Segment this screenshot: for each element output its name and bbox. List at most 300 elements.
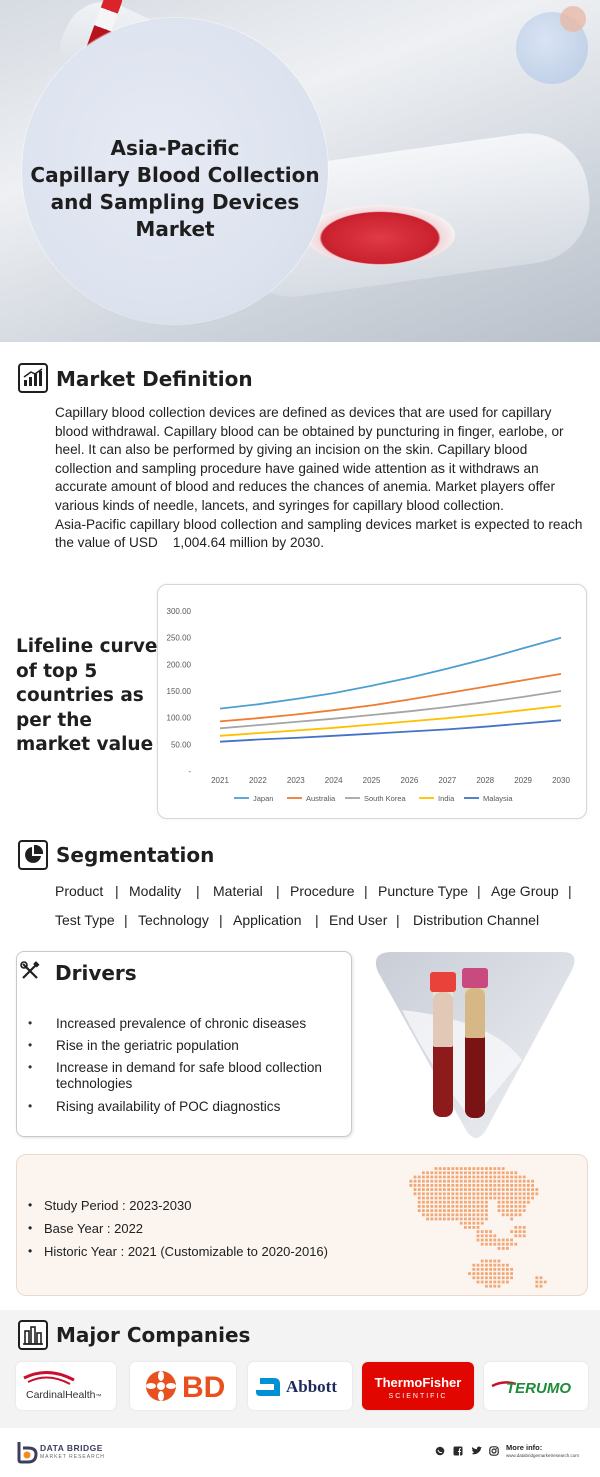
- map-dot: [502, 1239, 505, 1242]
- map-dot: [430, 1192, 433, 1195]
- map-dot: [502, 1272, 505, 1275]
- x-tick-label: 2027: [438, 776, 457, 785]
- map-dot: [430, 1184, 433, 1187]
- pie-chart-icon: [18, 840, 48, 870]
- map-dot: [489, 1188, 492, 1191]
- map-dot: [418, 1192, 421, 1195]
- abbott-logo: [248, 1362, 352, 1410]
- map-dot: [435, 1205, 438, 1208]
- map-dot: [502, 1247, 505, 1250]
- map-dot: [456, 1176, 459, 1179]
- map-dot: [435, 1213, 438, 1216]
- map-dot: [531, 1192, 534, 1195]
- map-dot: [519, 1205, 522, 1208]
- map-dot: [510, 1209, 513, 1212]
- map-dot: [468, 1180, 471, 1183]
- map-dot: [481, 1281, 484, 1284]
- map-dot: [447, 1218, 450, 1221]
- map-dot: [430, 1197, 433, 1200]
- map-dot: [506, 1197, 509, 1200]
- map-dot: [485, 1213, 488, 1216]
- driver-item-2: Rise in the geriatric population: [56, 1038, 239, 1053]
- decorative-dot: [560, 6, 586, 32]
- segment-item: Age Group: [491, 883, 559, 899]
- bar-chart-icon: [18, 363, 48, 393]
- map-dot: [493, 1268, 496, 1271]
- map-dot: [472, 1171, 475, 1174]
- map-dot: [527, 1197, 530, 1200]
- segment-item: Modality: [129, 883, 182, 899]
- map-dot: [523, 1234, 526, 1237]
- map-dot: [502, 1209, 505, 1212]
- blood-tubes-image: [372, 950, 580, 1140]
- thermo-fisher-logo: [362, 1362, 474, 1410]
- map-dot: [435, 1209, 438, 1212]
- map-dot: [510, 1205, 513, 1208]
- map-dot: [426, 1180, 429, 1183]
- map-dot: [460, 1205, 463, 1208]
- map-dot: [498, 1205, 501, 1208]
- map-dot: [498, 1197, 501, 1200]
- map-dot: [460, 1218, 463, 1221]
- map-dot: [493, 1188, 496, 1191]
- map-dot: [451, 1205, 454, 1208]
- map-dot: [519, 1192, 522, 1195]
- map-dot: [502, 1281, 505, 1284]
- map-dot: [460, 1222, 463, 1225]
- x-tick-label: 2030: [552, 776, 570, 785]
- map-dot: [502, 1171, 505, 1174]
- map-dot: [460, 1180, 463, 1183]
- map-dot: [506, 1272, 509, 1275]
- y-tick-label: 200.00: [166, 660, 191, 670]
- map-dot: [468, 1184, 471, 1187]
- x-tick-label: 2029: [514, 776, 533, 785]
- map-dot: [489, 1184, 492, 1187]
- map-dot: [489, 1260, 492, 1263]
- map-dot: [506, 1243, 509, 1246]
- map-dot: [418, 1184, 421, 1187]
- map-dot: [435, 1171, 438, 1174]
- map-dot: [489, 1197, 492, 1200]
- map-dot: [472, 1176, 475, 1179]
- map-dot: [426, 1218, 429, 1221]
- map-dot: [510, 1230, 513, 1233]
- map-dot: [477, 1213, 480, 1216]
- map-dot: [519, 1213, 522, 1216]
- map-dot: [498, 1167, 501, 1170]
- map-dot: [430, 1188, 433, 1191]
- segment-separator: |: [276, 883, 280, 899]
- map-dot: [498, 1188, 501, 1191]
- map-dot: [510, 1243, 513, 1246]
- map-dot: [531, 1197, 534, 1200]
- map-dot: [489, 1268, 492, 1271]
- map-dot: [502, 1184, 505, 1187]
- map-dot: [523, 1184, 526, 1187]
- map-dot: [489, 1171, 492, 1174]
- map-dot: [451, 1218, 454, 1221]
- map-dot: [464, 1226, 467, 1229]
- map-dot: [468, 1209, 471, 1212]
- segmentation-heading: Segmentation: [56, 843, 215, 867]
- map-dot: [477, 1192, 480, 1195]
- segment-item: Procedure: [290, 883, 355, 899]
- map-dot: [418, 1197, 421, 1200]
- map-dot: [414, 1180, 417, 1183]
- map-dot: [422, 1205, 425, 1208]
- map-dot: [502, 1180, 505, 1183]
- line-chart-svg: [158, 585, 588, 820]
- map-dot: [426, 1197, 429, 1200]
- map-dot: [439, 1176, 442, 1179]
- map-dot: [422, 1213, 425, 1216]
- map-dot: [426, 1192, 429, 1195]
- map-dot: [447, 1167, 450, 1170]
- map-dot: [506, 1171, 509, 1174]
- map-dot: [481, 1184, 484, 1187]
- map-dot: [527, 1184, 530, 1187]
- map-dot: [418, 1176, 421, 1179]
- map-dot: [523, 1209, 526, 1212]
- map-dot: [468, 1192, 471, 1195]
- map-dot: [514, 1230, 517, 1233]
- map-dot: [535, 1281, 538, 1284]
- map-dot: [493, 1272, 496, 1275]
- segment-separator: |: [396, 912, 400, 928]
- hero-banner: [0, 0, 600, 342]
- map-dot: [460, 1213, 463, 1216]
- map-dot: [489, 1281, 492, 1284]
- map-dot: [535, 1276, 538, 1279]
- map-dot: [510, 1184, 513, 1187]
- map-dot: [464, 1171, 467, 1174]
- x-tick-label: 2026: [400, 776, 419, 785]
- map-dot: [443, 1213, 446, 1216]
- major-companies-heading: Major Companies: [56, 1323, 251, 1347]
- map-dot: [493, 1176, 496, 1179]
- map-dot: [514, 1171, 517, 1174]
- segment-item: Test Type: [55, 912, 115, 928]
- driver-bullet: •: [28, 1038, 33, 1052]
- map-dot: [422, 1180, 425, 1183]
- map-dot: [472, 1222, 475, 1225]
- chart-label: Lifeline curve of top 5 countries as per the market value: [16, 636, 158, 755]
- map-dot: [477, 1201, 480, 1204]
- map-dot: [447, 1201, 450, 1204]
- y-tick-label: -: [188, 767, 191, 776]
- map-dot: [477, 1205, 480, 1208]
- map-dot: [502, 1243, 505, 1246]
- map-dot: [514, 1184, 517, 1187]
- map-dot: [510, 1197, 513, 1200]
- map-dot: [523, 1226, 526, 1229]
- map-dot: [464, 1205, 467, 1208]
- instagram-icon[interactable]: [488, 1446, 500, 1459]
- map-dot: [493, 1184, 496, 1187]
- map-dot: [414, 1192, 417, 1195]
- market-definition-text: [55, 404, 585, 553]
- map-dot: [472, 1192, 475, 1195]
- map-dot: [481, 1272, 484, 1275]
- base-year: Base Year : 2022: [44, 1221, 144, 1236]
- map-dot: [439, 1218, 442, 1221]
- x-tick-label: 2024: [324, 776, 343, 785]
- map-dot: [422, 1209, 425, 1212]
- map-dot: [468, 1197, 471, 1200]
- x-tick-label: 2025: [362, 776, 381, 785]
- svg-text:CardinalHealth™: CardinalHealth™: [26, 1389, 102, 1401]
- map-dot: [435, 1192, 438, 1195]
- map-dot: [477, 1209, 480, 1212]
- map-dot: [447, 1192, 450, 1195]
- map-dot: [489, 1276, 492, 1279]
- map-dot: [498, 1243, 501, 1246]
- map-dot: [472, 1205, 475, 1208]
- segment-item: Technology: [138, 912, 209, 928]
- map-dot: [468, 1213, 471, 1216]
- map-dot: [485, 1171, 488, 1174]
- segment-item: End User: [329, 912, 388, 928]
- map-dot: [481, 1243, 484, 1246]
- map-dot: [506, 1201, 509, 1204]
- map-dot: [460, 1201, 463, 1204]
- map-dot: [481, 1218, 484, 1221]
- map-dot: [481, 1201, 484, 1204]
- map-dot: [485, 1276, 488, 1279]
- map-dot: [485, 1167, 488, 1170]
- map-dot: [502, 1201, 505, 1204]
- map-dot: [493, 1285, 496, 1288]
- map-dot: [489, 1243, 492, 1246]
- map-dot: [443, 1167, 446, 1170]
- map-dot: [477, 1197, 480, 1200]
- map-dot: [443, 1218, 446, 1221]
- map-dot: [523, 1197, 526, 1200]
- map-dot: [477, 1171, 480, 1174]
- map-dot: [464, 1209, 467, 1212]
- map-dot: [426, 1209, 429, 1212]
- map-dot: [409, 1184, 412, 1187]
- map-dot: [485, 1184, 488, 1187]
- map-dot: [447, 1184, 450, 1187]
- map-dot: [418, 1201, 421, 1204]
- map-dot: [519, 1184, 522, 1187]
- driver-bullet: •: [28, 1016, 33, 1030]
- map-dot: [477, 1281, 480, 1284]
- map-dot: [460, 1176, 463, 1179]
- map-dot: [460, 1192, 463, 1195]
- map-dot: [510, 1218, 513, 1221]
- study-bullet: •: [28, 1198, 33, 1212]
- map-dot: [498, 1272, 501, 1275]
- map-dot: [422, 1171, 425, 1174]
- whatsapp-icon[interactable]: [434, 1446, 446, 1459]
- map-dot: [519, 1201, 522, 1204]
- map-dot: [472, 1167, 475, 1170]
- map-dot: [439, 1197, 442, 1200]
- map-dot: [485, 1205, 488, 1208]
- x-tick-label: 2021: [211, 776, 229, 785]
- map-dot: [451, 1184, 454, 1187]
- map-dot: [460, 1171, 463, 1174]
- map-dot: [472, 1188, 475, 1191]
- tools-icon: [20, 961, 40, 981]
- map-dot: [481, 1239, 484, 1242]
- website-link[interactable]: www.databridgemarketresearch.com: [506, 1453, 580, 1458]
- twitter-icon[interactable]: [470, 1446, 482, 1459]
- map-dot: [485, 1268, 488, 1271]
- map-dot: [489, 1264, 492, 1267]
- map-dot: [544, 1281, 547, 1284]
- map-dot: [422, 1184, 425, 1187]
- map-dot: [464, 1184, 467, 1187]
- map-dot: [540, 1281, 543, 1284]
- map-dot: [519, 1180, 522, 1183]
- map-dot: [477, 1230, 480, 1233]
- segment-separator: |: [219, 912, 223, 928]
- svg-text:BD: BD: [182, 1371, 226, 1404]
- map-dot: [443, 1201, 446, 1204]
- map-dot: [481, 1260, 484, 1263]
- map-dot: [514, 1226, 517, 1229]
- map-dot: [472, 1272, 475, 1275]
- map-dot: [481, 1197, 484, 1200]
- segment-separator: |: [568, 883, 572, 899]
- legend-label: Australia: [306, 794, 336, 803]
- map-dot: [489, 1272, 492, 1275]
- map-dot: [443, 1192, 446, 1195]
- map-dot: [418, 1180, 421, 1183]
- map-dot: [535, 1285, 538, 1288]
- map-dot: [481, 1171, 484, 1174]
- map-dot: [472, 1276, 475, 1279]
- map-dot: [489, 1234, 492, 1237]
- map-dot: [506, 1281, 509, 1284]
- map-dot: [519, 1176, 522, 1179]
- map-dot: [498, 1201, 501, 1204]
- map-dot: [447, 1176, 450, 1179]
- map-dot: [472, 1213, 475, 1216]
- map-dot: [510, 1171, 513, 1174]
- terumo-logo: [484, 1362, 588, 1410]
- y-tick-label: 250.00: [166, 633, 191, 643]
- building-icon: [18, 1320, 48, 1350]
- map-dot: [481, 1209, 484, 1212]
- map-dot: [451, 1201, 454, 1204]
- map-dot: [447, 1171, 450, 1174]
- map-dot: [451, 1209, 454, 1212]
- map-dot: [498, 1264, 501, 1267]
- map-dot: [510, 1176, 513, 1179]
- facebook-icon[interactable]: [452, 1446, 464, 1459]
- map-dot: [439, 1167, 442, 1170]
- map-dot: [464, 1192, 467, 1195]
- map-dot: [456, 1167, 459, 1170]
- map-dot: [460, 1209, 463, 1212]
- map-dot: [426, 1205, 429, 1208]
- map-dot: [477, 1239, 480, 1242]
- map-dot: [514, 1209, 517, 1212]
- map-dot: [472, 1197, 475, 1200]
- map-dot: [456, 1209, 459, 1212]
- page-title: Asia-Pacific Capillary Blood Collection and Sampling Devices Market: [30, 136, 320, 241]
- map-dot: [493, 1243, 496, 1246]
- map-dot: [485, 1176, 488, 1179]
- map-dot: [456, 1171, 459, 1174]
- map-dot: [502, 1276, 505, 1279]
- map-dot: [456, 1184, 459, 1187]
- map-dot: [506, 1213, 509, 1216]
- map-dot: [510, 1180, 513, 1183]
- map-dot: [430, 1180, 433, 1183]
- map-dot: [439, 1188, 442, 1191]
- segment-separator: |: [364, 883, 368, 899]
- map-dot: [502, 1167, 505, 1170]
- map-dot: [439, 1192, 442, 1195]
- map-dot: [447, 1205, 450, 1208]
- map-dot: [485, 1230, 488, 1233]
- map-dot: [514, 1205, 517, 1208]
- map-dot: [472, 1268, 475, 1271]
- map-dot: [489, 1180, 492, 1183]
- map-dot: [472, 1180, 475, 1183]
- map-dot: [435, 1201, 438, 1204]
- segment-separator: |: [124, 912, 128, 928]
- map-dot: [485, 1188, 488, 1191]
- map-dot: [506, 1188, 509, 1191]
- map-dot: [447, 1197, 450, 1200]
- map-dot: [481, 1176, 484, 1179]
- y-tick-label: 100.00: [166, 713, 191, 723]
- map-dot: [430, 1209, 433, 1212]
- map-dot: [485, 1192, 488, 1195]
- map-dot: [506, 1276, 509, 1279]
- map-dot: [481, 1167, 484, 1170]
- map-dot: [447, 1180, 450, 1183]
- map-dot: [493, 1239, 496, 1242]
- map-dot: [485, 1281, 488, 1284]
- map-dot: [485, 1218, 488, 1221]
- map-dot: [468, 1171, 471, 1174]
- study-bullet: •: [28, 1221, 33, 1235]
- y-tick-label: 300.00: [166, 607, 191, 616]
- map-dot: [506, 1192, 509, 1195]
- legend-label: Japan: [253, 794, 274, 803]
- driver-bullet: •: [28, 1099, 33, 1113]
- map-dot: [498, 1184, 501, 1187]
- map-dot: [498, 1176, 501, 1179]
- map-dot: [468, 1201, 471, 1204]
- map-dot: [426, 1188, 429, 1191]
- map-dot: [418, 1188, 421, 1191]
- map-dot: [489, 1230, 492, 1233]
- map-dot: [489, 1176, 492, 1179]
- map-dot: [510, 1188, 513, 1191]
- segment-separator: |: [315, 912, 319, 928]
- brand-name: DATA BRIDGE: [40, 1443, 103, 1453]
- map-dot: [481, 1222, 484, 1225]
- study-period: Study Period : 2023-2030: [44, 1198, 192, 1213]
- segment-separator: |: [477, 883, 481, 899]
- map-dot: [451, 1167, 454, 1170]
- data-bridge-logo: [16, 1440, 38, 1464]
- map-dot: [447, 1188, 450, 1191]
- map-dot: [422, 1176, 425, 1179]
- map-dot: [426, 1201, 429, 1204]
- map-dot: [481, 1230, 484, 1233]
- map-dot: [439, 1180, 442, 1183]
